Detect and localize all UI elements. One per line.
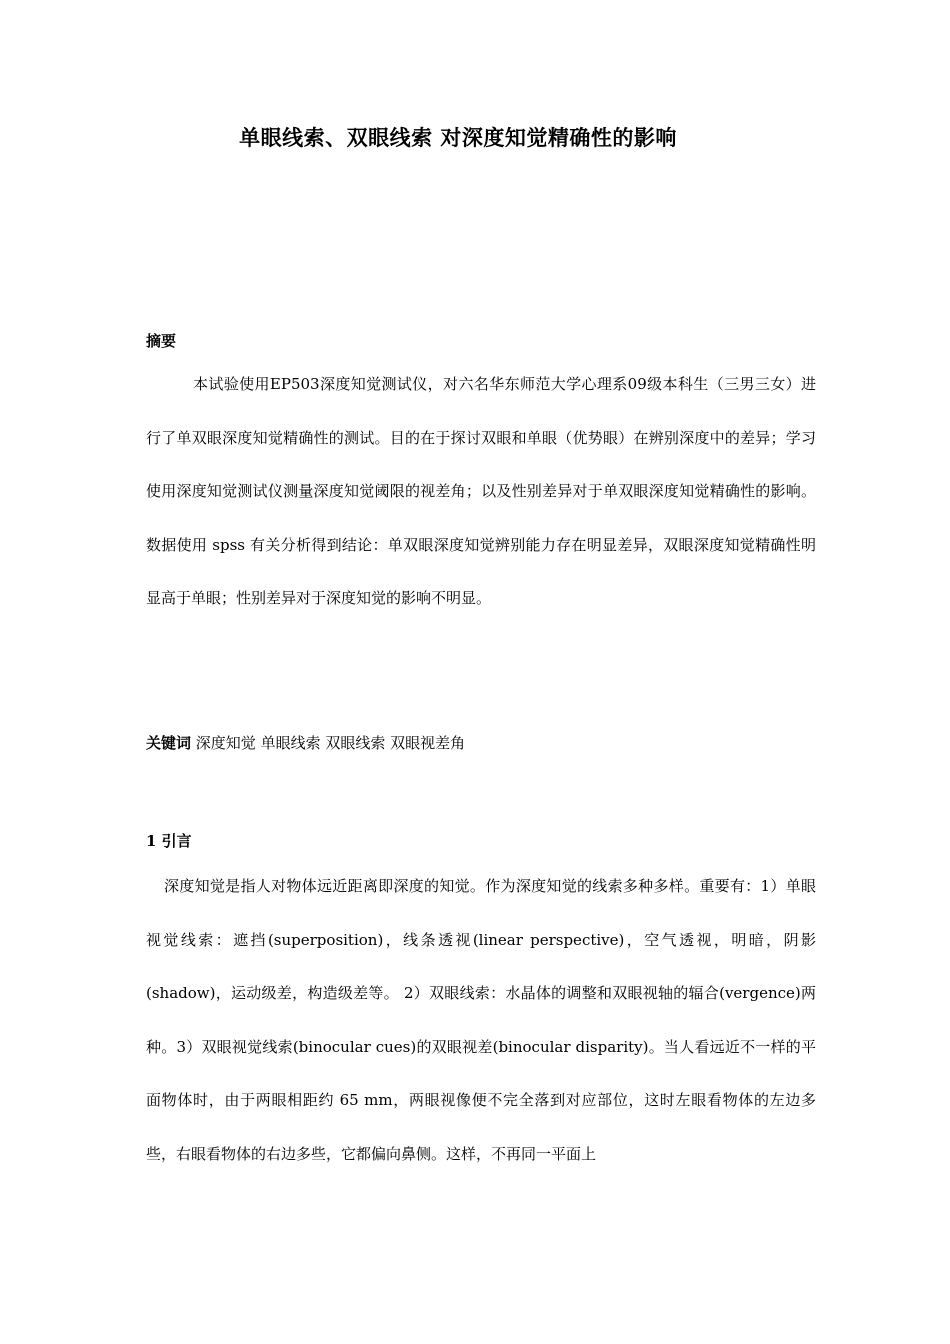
abstract-text: 本试验使用EP503深度知觉测试仪，对六名华东师范大学心理系09级本科生（三男三女）进行了单双眼深度知觉精确性的测试。目的在于探讨双眼和单眼（优势眼）在辨别深度中的差异；学习使用深度知觉测试仪测量深度知觉阈限的视差角；以及性别差异对于单双眼深度知觉精确性的影响。数据使用 spss 有关分析得到结论：单双眼深度知觉辨别能力存在明显差异，双眼深度知觉精确性明显高于单眼；性别差异对于深度知觉的影响不明显。: [146, 375, 816, 607]
section-1-heading: 1 引言: [146, 832, 192, 850]
abstract-heading: 摘要: [146, 332, 177, 350]
section-1-text: 深度知觉是指人对物体远近距离即深度的知觉。作为深度知觉的线索多种多样。重要有：1）单眼视觉线索：遮挡(superposition)，线条透视(linear perspective)，空气透视，明暗，阴影(shadow)，运动级差，构造级差等。 2）双眼线索：水晶体的调整和双眼视轴的辐合(vergence)两种。3）双眼视觉线索(binocular cues)的双眼视差(binocular disparity)。当人看远近不一样的平面物体时，由于两眼相距约 65 mm，两眼视像便不完全落到对应部位，这时左眼看物体的左边多些，右眼看物体的右边多些，它都偏向鼻侧。这样，不再同一平面上: [146, 877, 816, 1163]
document-title: 单眼线索、双眼线索 对深度知觉精确性的影响: [239, 125, 677, 150]
keywords-text: 深度知觉 单眼线索 双眼线索 双眼视差角: [195, 734, 466, 752]
keywords-label: 关键词: [146, 734, 192, 752]
keywords-line: [146, 732, 465, 753]
